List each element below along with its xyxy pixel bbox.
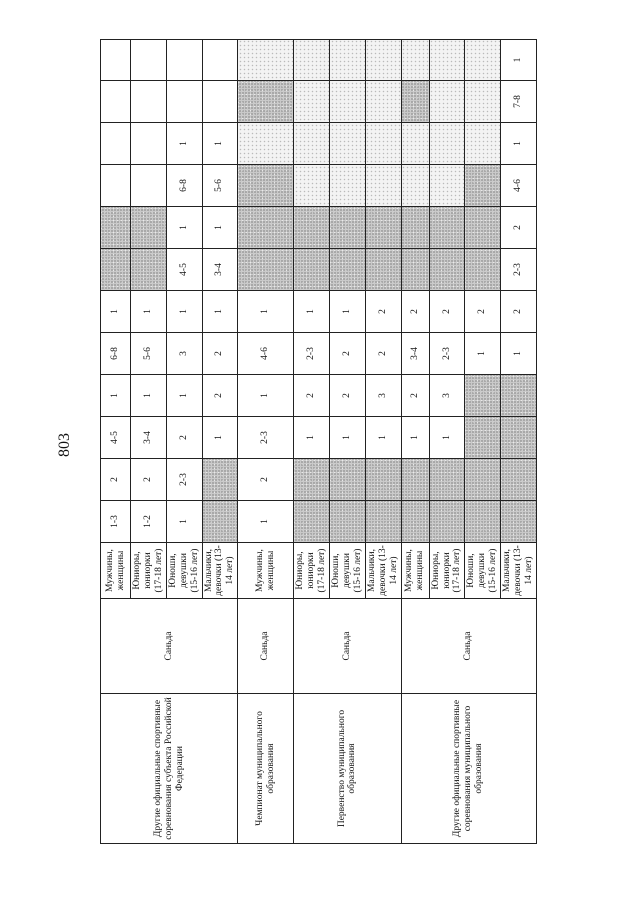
value-cell: 2 — [101, 459, 131, 501]
value-cell — [465, 123, 501, 165]
value-cell: 1 — [501, 40, 537, 81]
value-cell: 1 — [101, 375, 131, 417]
value-cell: 1 — [166, 123, 202, 165]
value-cell — [294, 501, 330, 543]
value-cell: 1 — [202, 417, 238, 459]
value-cell: 2 — [365, 333, 401, 375]
table-row — [294, 40, 330, 844]
age-group: Мальчики, девочки (13-14 лет) — [202, 543, 238, 599]
value-cell — [465, 501, 501, 543]
table-body — [101, 40, 537, 844]
value-cell: 1 — [465, 333, 501, 375]
value-cell — [501, 459, 537, 501]
value-cell — [365, 501, 401, 543]
value-cell: 2 — [294, 375, 330, 417]
value-cell: 2 — [365, 291, 401, 333]
value-cell: 2-3 — [238, 417, 294, 459]
value-cell — [330, 40, 366, 81]
value-cell — [401, 165, 429, 207]
value-cell: 2 — [401, 375, 429, 417]
value-cell — [294, 207, 330, 249]
competition-name: Другие официальные спортивные соревнования субъекта Российской Федерации — [101, 694, 238, 844]
value-cell: 1 — [501, 333, 537, 375]
value-cell: 1 — [401, 417, 429, 459]
value-cell: 4-5 — [101, 417, 131, 459]
value-cell — [166, 40, 202, 81]
value-cell: 1-3 — [101, 501, 131, 543]
value-cell: 2-3 — [501, 249, 537, 291]
value-cell — [501, 417, 537, 459]
discipline-name: Саньда — [101, 599, 238, 694]
value-cell: 2 — [401, 291, 429, 333]
value-cell: 1 — [330, 417, 366, 459]
value-cell — [294, 40, 330, 81]
value-cell — [330, 123, 366, 165]
value-cell: 1 — [365, 417, 401, 459]
age-group: Юноши, девушки (15-16 лет) — [166, 543, 202, 599]
discipline-name: Саньда — [294, 599, 401, 694]
age-group: Юниоры, юниорки (17-18 лет) — [429, 543, 465, 599]
value-cell — [465, 165, 501, 207]
value-cell: 3 — [429, 375, 465, 417]
value-cell — [238, 165, 294, 207]
value-cell — [294, 249, 330, 291]
page-number: 803 — [56, 433, 73, 457]
value-cell: 6-8 — [101, 333, 131, 375]
value-cell: 1 — [166, 291, 202, 333]
value-cell — [465, 81, 501, 123]
value-cell — [429, 207, 465, 249]
age-group: Мальчики, девочки (13-14 лет) — [365, 543, 401, 599]
value-cell: 1 — [166, 501, 202, 543]
age-group: Юноши, девушки (15-16 лет) — [465, 543, 501, 599]
table-row — [238, 40, 294, 844]
value-cell: 6-8 — [166, 165, 202, 207]
value-cell — [238, 249, 294, 291]
value-cell — [429, 81, 465, 123]
value-cell — [101, 123, 131, 165]
value-cell: 1 — [330, 291, 366, 333]
value-cell: 2 — [501, 291, 537, 333]
value-cell: 3-4 — [202, 249, 238, 291]
value-cell — [401, 207, 429, 249]
age-group: Юниоры, юниорки (17-18 лет) — [131, 543, 167, 599]
table-row — [401, 40, 429, 844]
value-cell: 2 — [202, 375, 238, 417]
value-cell — [131, 207, 167, 249]
age-group: Мужчины, женщины — [101, 543, 131, 599]
value-cell — [429, 123, 465, 165]
value-cell: 2 — [501, 207, 537, 249]
value-cell: 1 — [131, 375, 167, 417]
value-cell — [365, 81, 401, 123]
discipline-name: Саньда — [238, 599, 294, 694]
value-cell — [101, 40, 131, 81]
value-cell: 1 — [294, 417, 330, 459]
value-cell — [166, 81, 202, 123]
value-cell — [131, 165, 167, 207]
value-cell: 1 — [202, 123, 238, 165]
value-cell: 3-4 — [131, 417, 167, 459]
value-cell — [202, 459, 238, 501]
value-cell: 2 — [238, 459, 294, 501]
value-cell: 2 — [166, 417, 202, 459]
competition-name: Чемпионат муниципального образования — [238, 694, 294, 844]
value-cell: 1 — [202, 207, 238, 249]
value-cell — [401, 501, 429, 543]
value-cell — [131, 81, 167, 123]
value-cell: 3 — [365, 375, 401, 417]
age-group: Юниоры, юниорки (17-18 лет) — [294, 543, 330, 599]
value-cell: 1 — [238, 375, 294, 417]
value-cell: 3 — [166, 333, 202, 375]
value-cell — [330, 249, 366, 291]
value-cell — [101, 165, 131, 207]
table-row — [101, 40, 131, 844]
value-cell: 1 — [101, 291, 131, 333]
value-cell: 1 — [131, 291, 167, 333]
value-cell — [365, 40, 401, 81]
value-cell — [401, 81, 429, 123]
value-cell — [365, 207, 401, 249]
value-cell: 2 — [429, 291, 465, 333]
value-cell — [465, 459, 501, 501]
value-cell — [401, 459, 429, 501]
value-cell — [131, 123, 167, 165]
value-cell — [330, 501, 366, 543]
value-cell — [365, 249, 401, 291]
value-cell: 1 — [166, 207, 202, 249]
value-cell — [131, 249, 167, 291]
rotated-table-container — [100, 39, 534, 844]
value-cell: 7-8 — [501, 81, 537, 123]
value-cell: 2 — [202, 333, 238, 375]
value-cell — [238, 123, 294, 165]
value-cell — [429, 249, 465, 291]
value-cell: 5-6 — [131, 333, 167, 375]
value-cell — [365, 459, 401, 501]
value-cell — [101, 249, 131, 291]
value-cell — [294, 459, 330, 501]
value-cell — [330, 459, 366, 501]
value-cell — [365, 165, 401, 207]
value-cell — [330, 165, 366, 207]
value-cell: 2 — [131, 459, 167, 501]
value-cell — [401, 40, 429, 81]
value-cell — [465, 249, 501, 291]
value-cell: 2-3 — [166, 459, 202, 501]
value-cell — [429, 501, 465, 543]
value-cell — [294, 123, 330, 165]
value-cell — [365, 123, 401, 165]
value-cell: 2 — [330, 333, 366, 375]
value-cell — [501, 501, 537, 543]
value-cell — [429, 459, 465, 501]
value-cell: 2 — [465, 291, 501, 333]
competition-table — [100, 39, 537, 844]
competition-name: Другие официальные спортивные соревнования муниципального образования — [401, 694, 536, 844]
value-cell — [238, 40, 294, 81]
value-cell — [131, 40, 167, 81]
value-cell: 1-2 — [131, 501, 167, 543]
value-cell — [330, 81, 366, 123]
value-cell — [294, 165, 330, 207]
value-cell: 2-3 — [429, 333, 465, 375]
value-cell: 1 — [238, 501, 294, 543]
value-cell — [238, 81, 294, 123]
value-cell — [101, 207, 131, 249]
value-cell: 1 — [202, 291, 238, 333]
value-cell — [294, 81, 330, 123]
value-cell: 1 — [429, 417, 465, 459]
value-cell — [465, 207, 501, 249]
value-cell — [238, 207, 294, 249]
value-cell — [330, 207, 366, 249]
value-cell: 5-6 — [202, 165, 238, 207]
value-cell: 2-3 — [294, 333, 330, 375]
value-cell — [429, 165, 465, 207]
value-cell — [202, 40, 238, 81]
value-cell: 1 — [501, 123, 537, 165]
value-cell: 1 — [294, 291, 330, 333]
value-cell: 1 — [166, 375, 202, 417]
value-cell: 1 — [238, 291, 294, 333]
value-cell: 3-4 — [401, 333, 429, 375]
age-group: Мальчики, девочки (13-14 лет) — [501, 543, 537, 599]
value-cell — [465, 375, 501, 417]
value-cell — [465, 40, 501, 81]
value-cell — [202, 501, 238, 543]
discipline-name: Саньда — [401, 599, 536, 694]
value-cell — [401, 123, 429, 165]
value-cell — [101, 81, 131, 123]
value-cell: 2 — [330, 375, 366, 417]
age-group: Юноши, девушки (15-16 лет) — [330, 543, 366, 599]
age-group: Мужчины, женщины — [401, 543, 429, 599]
value-cell: 4-6 — [501, 165, 537, 207]
value-cell — [202, 81, 238, 123]
competition-name: Первенство муниципального образования — [294, 694, 401, 844]
value-cell: 4-5 — [166, 249, 202, 291]
age-group: Мужчины, женщины — [238, 543, 294, 599]
value-cell — [401, 249, 429, 291]
value-cell: 4-6 — [238, 333, 294, 375]
value-cell — [465, 417, 501, 459]
value-cell — [501, 375, 537, 417]
value-cell — [429, 40, 465, 81]
